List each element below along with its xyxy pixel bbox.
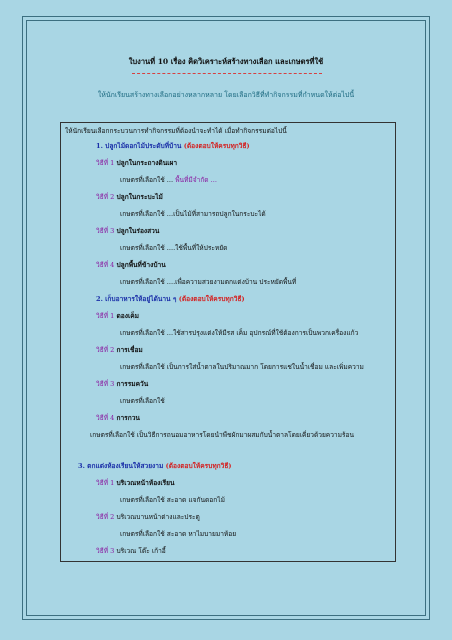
page-title: ใบงานที่ 10 เรื่อง คิดวิเคราะห์สร้างทางเลือก และเกษตรที่ใช้: [128, 57, 324, 66]
section-1-way-1: วิธีที่ 1 ปลูกในกระถางดินเผา: [96, 159, 178, 167]
section-3-answer-2: เกษตรที่เลือกใช้ สะอาด หาไมบายมาห้อย: [120, 530, 237, 538]
section-1-answer-1: เกษตรที่เลือกใช้ ... พื้นที่มีจำกัด ...: [120, 176, 217, 184]
section-1-way-3: วิธีที่ 3 ปลูกในร่องสวน: [96, 227, 160, 235]
section-1-answer-2: เกษตรที่เลือกใช้ ...เป็นไม้ที่สามารถปลูกในกระบะได้: [120, 210, 266, 218]
section-3-answer-1: เกษตรที่เลือกใช้ สะอาด แจกันดอกไม้: [120, 496, 225, 504]
section-2-way-1: วิธีที่ 1 ดองเค็ม: [96, 312, 139, 320]
section-3-way-3: วิธีที่ 3 บริเวณ โต๊ะ เก้าอี้: [96, 547, 166, 555]
section-3-heading: 3. ตกแต่งห้องเรียนให้สวยงาม (ต้องตอบให้ครบทุกวิธี): [78, 462, 232, 470]
title-divider: [132, 73, 322, 74]
section-2-way-3: วิธีที่ 3 การรมควัน: [96, 380, 149, 388]
section-3-way-1: วิธีที่ 1 บริเวณหน้าห้องเรียน: [96, 479, 175, 487]
section-1-answer-3: เกษตรที่เลือกใช้ ....ใช้พื้นที่ให้ประหยัด: [120, 244, 228, 252]
section-2-way-4: วิธีที่ 4 การกวน: [96, 414, 140, 422]
intro-text: ให้นักเรียนสร้างทางเลือกอย่างหลากหลาย โดยเลือกวิธีที่ทำกิจกรรมที่กำหนดให้ต่อไปนี้: [97, 91, 355, 99]
section-1-way-4: วิธีที่ 4 ปลูกพื้นที่ข้างบ้าน: [96, 261, 166, 269]
section-2-note: เกษตรที่เลือกใช้ เป็นวิธีการถนอมอาหารโดยนำพืชผักมาผสมกับน้ำตาลโดยเคี่ยวด้วยความร้อน: [90, 431, 354, 439]
section-2-answer-1: เกษตรที่เลือกใช้ ...ใช้สารปรุงแต่งให้มีรส เค็ม อุปกรณ์ที่ใช้ต้องการเป็นพวกเครื่องแก้ว: [120, 329, 359, 337]
section-1-way-2: วิธีที่ 2 ปลูกในกระบะไม้: [96, 193, 163, 201]
section-2-answer-2: เกษตรที่เลือกใช้ เป็นการใส่น้ำตาลในปริมาณมาก โดยการแช่ในน้ำเชื่อม และเพิ่มความ: [120, 363, 364, 371]
lead-text: ให้นักเรียนเลือกกระบวนการทำกิจกรรมที่ต้องนำจะทำได้ เมื่อทำกิจกรรมต่อไปนี้: [65, 127, 287, 135]
section-3-way-2: วิธีที่ 2 บริเวณบานหน้าต่างและประตู: [96, 513, 200, 521]
section-2-heading: 2. เก็บอาหารให้อยู่ได้นาน ๆ (ต้องตอบให้ครบทุกวิธี): [96, 295, 245, 303]
section-2-way-2: วิธีที่ 2 การเชื่อม: [96, 346, 143, 354]
worksheet-box: [60, 122, 396, 562]
section-1-answer-4: เกษตรที่เลือกใช้ ....เพื่อความสวยงามตกแต่งบ้าน ประหยัดพื้นที่: [120, 278, 297, 286]
section-2-answer-3: เกษตรที่เลือกใช้: [120, 397, 165, 405]
section-1-heading: 1. ปลูกไม้ดอกไม้ประดับที่บ้าน (ต้องตอบให้ครบทุกวิธี): [96, 142, 250, 150]
